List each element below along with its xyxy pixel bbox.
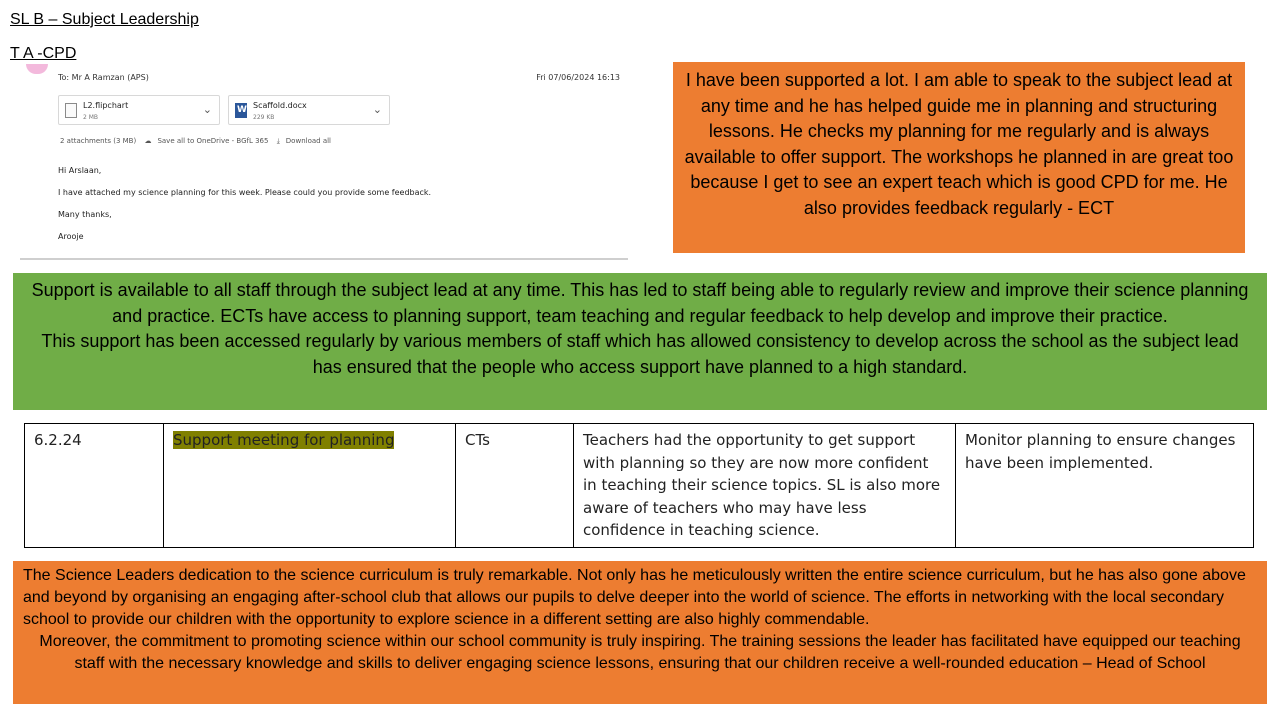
activity-highlight: Support meeting for planning	[173, 431, 395, 449]
table-row	[25, 424, 1254, 548]
summary-paragraph: This support has been accessed regularly by various members of staff which has allowed consistency to develop across the school as the subject lead has ensured that the people who access support have planned to a high standard.	[41, 331, 1239, 377]
word-file-icon	[235, 103, 247, 118]
who-cell: CTs	[456, 424, 574, 548]
email-date: Fri 07/06/2024 16:13	[536, 73, 620, 82]
attachment-flipchart[interactable]	[58, 95, 220, 125]
attachment-size: 229 KB	[253, 114, 275, 121]
email-recipient: To: Mr A Ramzan (APS)	[58, 73, 149, 82]
avatar	[26, 64, 48, 74]
impact-cell: Teachers had the opportunity to get support with planning so they are now more confident in teaching their science topics. SL is also more aware of teachers who may have less confidence in teaching science.	[574, 424, 956, 548]
next-steps-cell: Monitor planning to ensure changes have been implemented.	[956, 424, 1254, 548]
attachment-info	[60, 137, 337, 146]
head-quote-paragraph: Moreover, the commitment to promoting science within our school community is truly inspiring. The training sessions the leader has facilitated have equipped our teaching staff with the necessary knowledge and skills to deliver engaging science lessons, ensuring that our children receive a well-rounded education – Head of School	[39, 633, 1241, 672]
chevron-down-icon[interactable]: ⌄	[372, 103, 382, 116]
activity-cell	[164, 424, 456, 548]
attachment-docx[interactable]	[228, 95, 390, 125]
file-icon	[65, 103, 77, 118]
date-cell: 6.2.24	[25, 424, 164, 548]
email-screenshot	[20, 66, 628, 260]
summary-box	[13, 273, 1267, 410]
save-to-onedrive-link[interactable]: Save all to OneDrive - BGfL 365	[157, 137, 269, 145]
chevron-down-icon[interactable]: ⌄	[202, 103, 212, 116]
attachment-count: 2 attachments (3 MB)	[60, 137, 137, 145]
download-icon: ⤓	[276, 137, 280, 145]
email-message: I have attached my science planning for this week. Please could you provide some feedback.	[58, 188, 432, 197]
cloud-icon: ☁	[144, 137, 152, 145]
download-all-link[interactable]: Download all	[285, 137, 331, 145]
attachment-name: Scaffold.docx	[253, 101, 307, 110]
email-sender: Arooje	[58, 232, 84, 241]
email-greeting: Hi Arslaan,	[58, 166, 102, 175]
head-quote-box	[13, 561, 1267, 704]
page-subtitle: T A -CPD	[10, 45, 77, 62]
attachment-name: L2.flipchart	[83, 101, 129, 110]
head-quote-paragraph: The Science Leaders dedication to the science curriculum is truly remarkable. Not only has he meticulously written the entire science curriculum, but he has also gone above and beyond by organising an engaging after-school club that allows our pupils to delve deeper into the world of science. The efforts in networking with the local secondary school to provide our children with the opportunity to explore science in a different setting are also highly commendable.	[23, 567, 1246, 628]
divider	[20, 258, 628, 260]
attachment-size: 2 MB	[83, 114, 99, 121]
page-title: SL B – Subject Leadership	[10, 11, 199, 28]
summary-paragraph: Support is available to all staff through the subject lead at any time. This has led to staff being able to regularly review and improve their science planning and practice. ECTs have access to planning support, team teaching and regular feedback to help develop and improve their practice.	[31, 280, 1249, 326]
ect-quote-box: I have been supported a lot. I am able to speak to the subject lead at any time and he has helped guide me in planning and structuring lessons. He checks my planning for me regularly and is always available to offer support. The workshops he planned in are great too because I get to see an expert teach which is good CPD for me. He also provides feedback regularly - ECT	[673, 62, 1245, 253]
cpd-log-table	[24, 423, 1254, 548]
email-signoff: Many thanks,	[58, 210, 112, 219]
